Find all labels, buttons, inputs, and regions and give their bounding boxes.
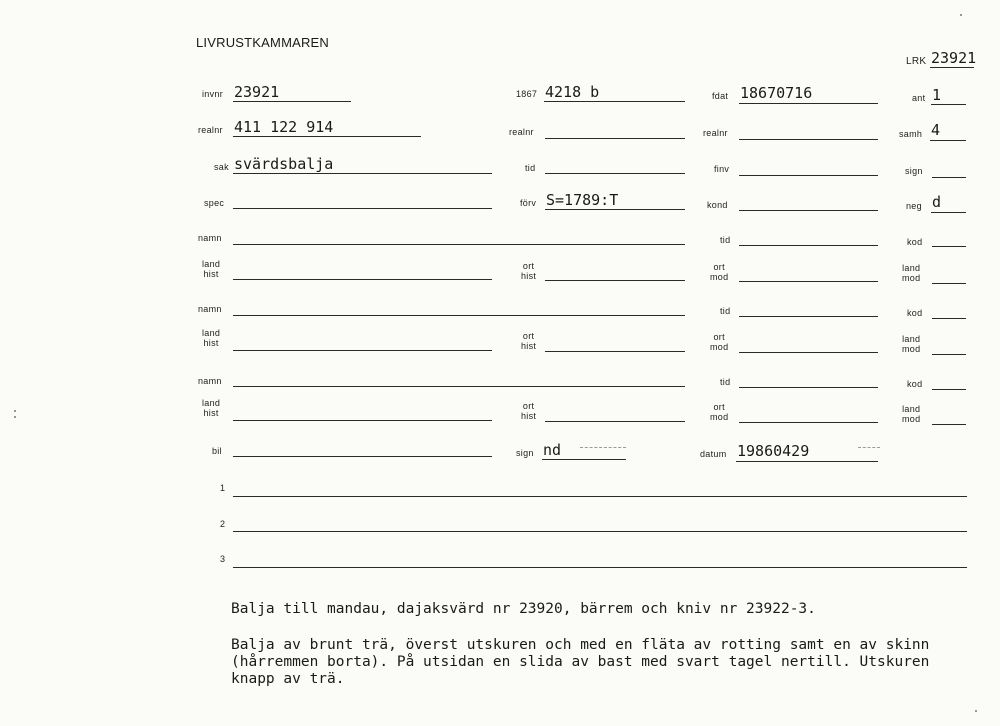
namn-2-label: namn: [198, 304, 222, 314]
forv-line: [545, 209, 685, 210]
land-hist-1-label: land hist: [202, 259, 221, 279]
land-hist-1-line: [233, 279, 492, 280]
invnr-label: invnr: [202, 89, 224, 99]
realnr-2-label: realnr: [509, 127, 534, 137]
forv-value[interactable]: S=1789:T: [546, 191, 619, 209]
tid-1-label: tid: [525, 163, 536, 173]
land-mod-2-label: land mod: [902, 334, 921, 354]
sak-line: [233, 173, 492, 174]
spec-label: spec: [204, 198, 225, 208]
row-3-line: [233, 567, 967, 568]
tid-1-line: [545, 173, 685, 174]
kod-3-line: [932, 389, 966, 390]
fdat-label: fdat: [712, 91, 729, 101]
sign-2-label: sign: [516, 448, 534, 458]
museum-title: LIVRUSTKAMMAREN: [196, 35, 330, 50]
ant-value[interactable]: 1: [932, 86, 942, 104]
note-line-1: Balja till mandau, dajaksvärd nr 23920, bärrem och kniv nr 23922-3.: [231, 601, 816, 617]
land-mod-3-line: [932, 424, 966, 425]
samh-value[interactable]: 4: [931, 121, 941, 139]
scan-speck: [975, 710, 977, 712]
nr1867-value[interactable]: 4218 b: [545, 83, 600, 101]
datum-label: datum: [700, 449, 727, 459]
datum-value[interactable]: 19860429: [737, 442, 810, 460]
kod-2-line: [932, 318, 966, 319]
forv-label: förv: [520, 198, 537, 208]
ant-label: ant: [912, 93, 926, 103]
realnr-label: realnr: [198, 125, 223, 135]
row-1-line: [233, 496, 967, 497]
ort-hist-1-label: ort hist: [521, 261, 537, 281]
fdat-line: [739, 103, 878, 104]
tid-4-line: [739, 387, 878, 388]
sign-dash-mark: [580, 447, 626, 448]
sign-1-line: [932, 177, 966, 178]
ort-mod-3-line: [739, 422, 878, 423]
sign-value[interactable]: nd: [543, 441, 562, 459]
fdat-value[interactable]: 18670716: [740, 84, 813, 102]
neg-label: neg: [906, 201, 922, 211]
tid-3-label: tid: [720, 306, 731, 316]
sak-label: sak: [214, 162, 229, 172]
realnr-2-line: [545, 138, 685, 139]
bil-line: [233, 456, 492, 457]
kod-2-label: kod: [907, 308, 923, 318]
kod-1-label: kod: [907, 237, 923, 247]
ort-mod-2-line: [739, 352, 878, 353]
sign-1-label: sign: [905, 166, 923, 176]
row-2-label: 2: [220, 519, 226, 529]
year-1867-label: 1867: [516, 89, 538, 99]
sak-value[interactable]: svärdsbalja: [234, 155, 334, 173]
land-mod-1-label: land mod: [902, 263, 921, 283]
realnr-3-line: [739, 139, 878, 140]
samh-label: samh: [899, 129, 923, 139]
namn-3-line: [233, 386, 685, 387]
bil-label: bil: [212, 446, 222, 456]
land-mod-3-label: land mod: [902, 404, 921, 424]
lrk-line: [930, 67, 974, 68]
note-paragraph-2: Balja av brunt trä, överst utskuren och med en fläta av rotting samt en av skinn (hårremmen borta). På utsidan en slida av bast med svart tagel nertill. Utskuren knapp av trä.: [231, 637, 930, 687]
realnr-3-label: realnr: [703, 128, 728, 138]
samh-line: [930, 140, 966, 141]
scan-speck: [14, 410, 16, 412]
land-hist-2-label: land hist: [202, 328, 221, 348]
scan-speck: [960, 14, 962, 16]
datum-line: [736, 461, 878, 462]
invnr-value[interactable]: 23921: [234, 83, 280, 101]
kod-3-label: kod: [907, 379, 923, 389]
ort-hist-3-label: ort hist: [521, 401, 537, 421]
lrk-label: LRK: [906, 56, 927, 67]
invnr-line: [233, 101, 351, 102]
kond-label: kond: [707, 200, 728, 210]
kod-1-line: [932, 246, 966, 247]
lrk-value: 23921: [931, 49, 977, 67]
datum-dash-mark: [858, 447, 880, 448]
ant-line: [931, 104, 966, 105]
land-hist-2-line: [233, 350, 492, 351]
nr1867-line: [544, 101, 685, 102]
finv-line: [739, 175, 878, 176]
namn-2-line: [233, 315, 685, 316]
neg-line: [931, 212, 966, 213]
ort-mod-1-label: ort mod: [710, 262, 729, 282]
ort-hist-2-line: [545, 351, 685, 352]
row-2-line: [233, 531, 967, 532]
tid-2-label: tid: [720, 235, 731, 245]
realnr-line: [233, 136, 421, 137]
neg-value[interactable]: d: [932, 193, 942, 211]
finv-label: finv: [714, 164, 730, 174]
tid-4-label: tid: [720, 377, 731, 387]
namn-1-label: namn: [198, 233, 222, 243]
spec-line: [233, 208, 492, 209]
ort-mod-3-label: ort mod: [710, 402, 729, 422]
land-mod-2-line: [932, 354, 966, 355]
sign-2-line: [542, 459, 626, 460]
ort-mod-2-label: ort mod: [710, 332, 729, 352]
ort-mod-1-line: [739, 281, 878, 282]
realnr-value[interactable]: 411 122 914: [234, 118, 334, 136]
tid-2-line: [739, 245, 878, 246]
ort-hist-2-label: ort hist: [521, 331, 537, 351]
land-mod-1-line: [932, 283, 966, 284]
scan-speck: [14, 416, 16, 418]
kond-line: [739, 210, 878, 211]
namn-3-label: namn: [198, 376, 222, 386]
namn-1-line: [233, 244, 685, 245]
land-hist-3-label: land hist: [202, 398, 221, 418]
land-hist-3-line: [233, 420, 492, 421]
ort-hist-3-line: [545, 421, 685, 422]
row-1-label: 1: [220, 483, 226, 493]
row-3-label: 3: [220, 554, 226, 564]
ort-hist-1-line: [545, 280, 685, 281]
tid-3-line: [739, 316, 878, 317]
